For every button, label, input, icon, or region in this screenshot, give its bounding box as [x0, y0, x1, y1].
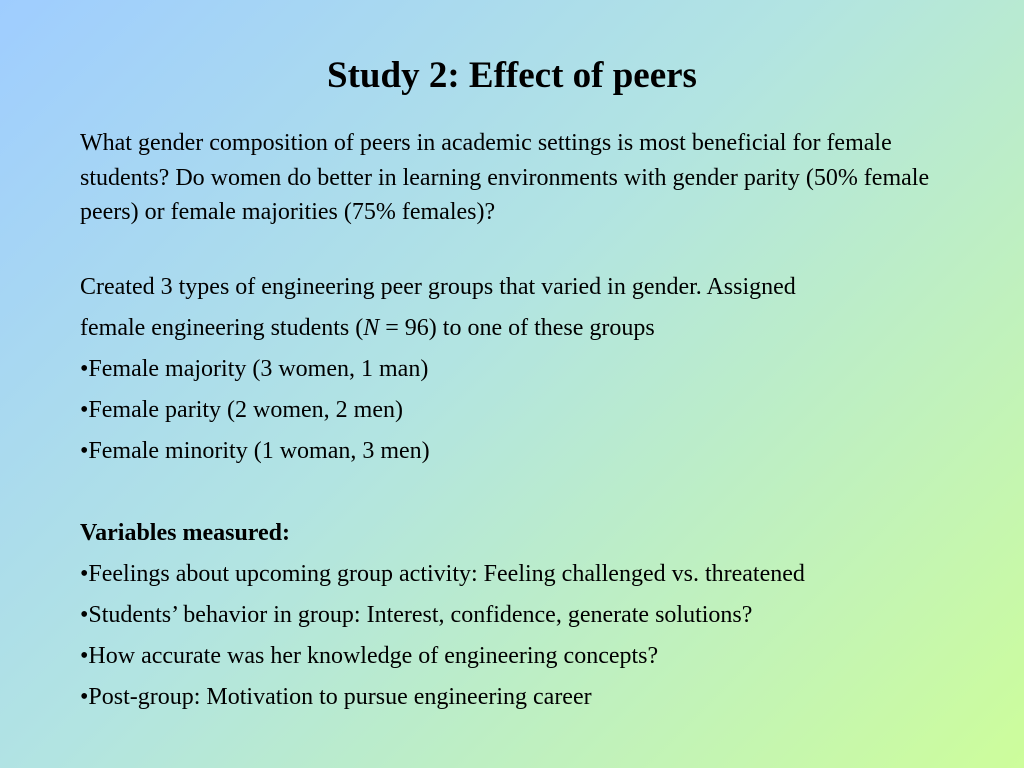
sample-size-symbol: N	[363, 315, 380, 341]
design-line-2-prefix: female engineering students (	[80, 315, 364, 341]
research-question: What gender composition of peers in academic settings is most beneficial for female students? Do women do better in learning environments with gender parity (50% female peers) or female majorities (75% females)?	[80, 130, 930, 225]
design-line-2	[80, 308, 1000, 349]
variables-section	[80, 513, 1000, 718]
design-line-2-suffix: = 96) to one of these groups	[379, 315, 655, 341]
slide-title: Study 2: Effect of peers	[327, 55, 697, 96]
variables-heading: Variables measured:	[80, 520, 290, 546]
variable-item: •Post-group: Motivation to pursue engineering career	[80, 684, 592, 710]
group-item: •Female parity (2 women, 2 men)	[80, 397, 403, 423]
design-line-1: Created 3 types of engineering peer groups that varied in gender. Assigned	[80, 274, 796, 300]
variable-item: •Students’ behavior in group: Interest, confidence, generate solutions?	[80, 602, 753, 628]
group-item: •Female majority (3 women, 1 man)	[80, 356, 429, 382]
group-item: •Female minority (1 woman, 3 men)	[80, 438, 430, 464]
study-design	[80, 267, 1000, 472]
variable-item: •Feelings about upcoming group activity: Feeling challenged vs. threatened	[80, 561, 805, 587]
variable-item: •How accurate was her knowledge of engineering concepts?	[80, 643, 659, 669]
